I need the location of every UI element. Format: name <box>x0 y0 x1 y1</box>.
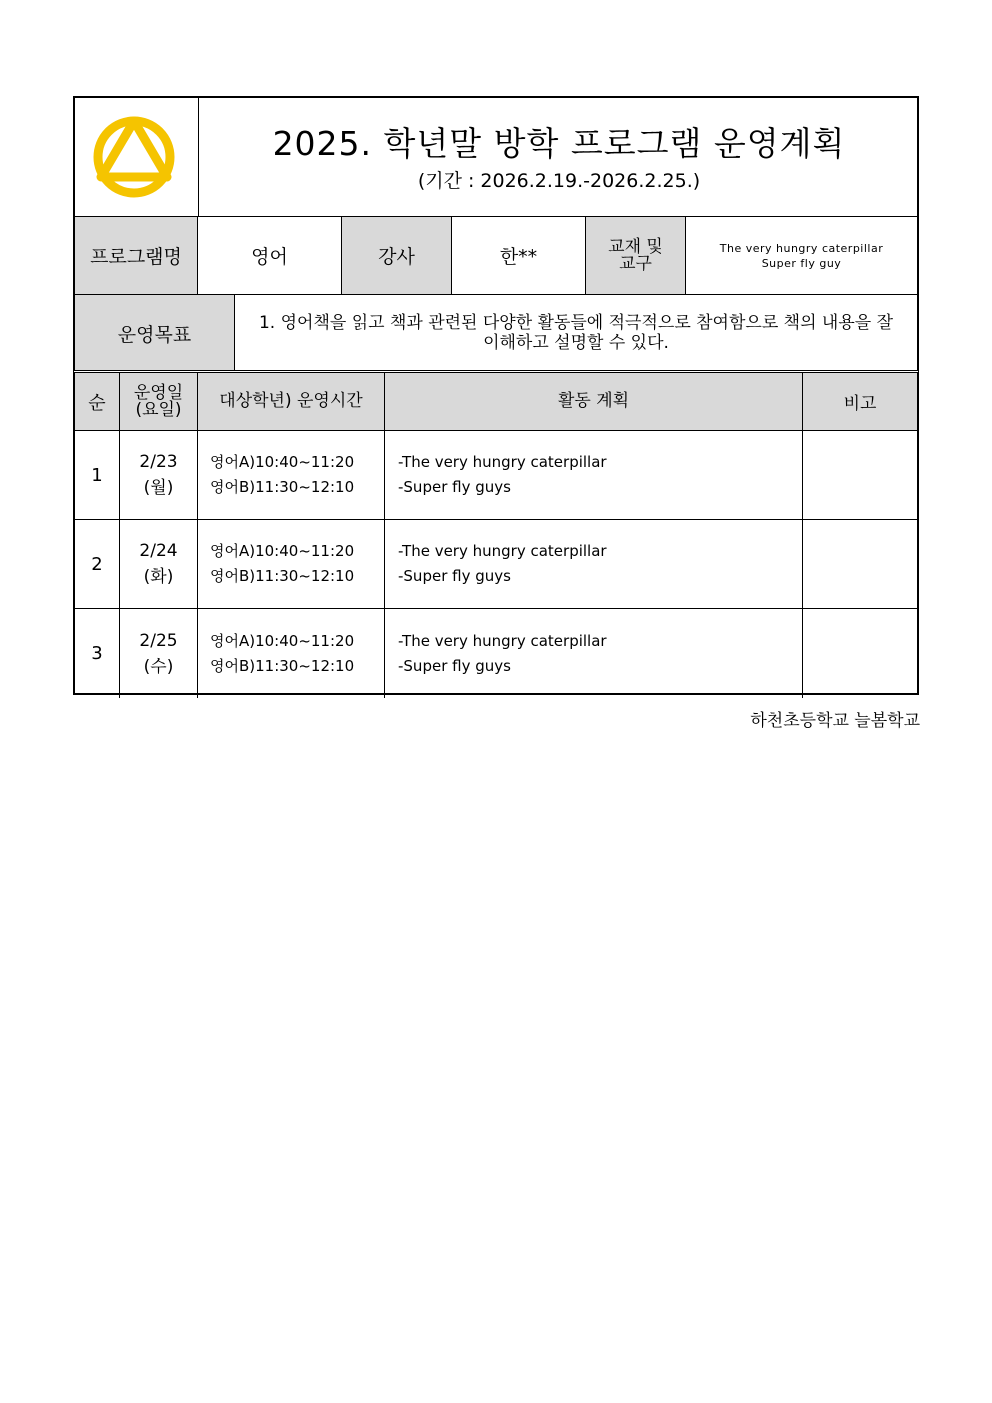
school-emblem-icon <box>91 115 179 199</box>
table-row <box>75 520 917 609</box>
row-date-value: 2/25 <box>139 630 178 651</box>
materials-label-line2: 교구 <box>619 253 652 274</box>
schedule-table <box>73 370 919 695</box>
row-time-b: 영어B)11:30~12:10 <box>210 567 355 585</box>
row-date-value: 2/23 <box>139 452 178 472</box>
program-name-label: 프로그램명 <box>75 217 198 294</box>
row-time-a: 영어A)10:40~11:20 <box>210 631 355 650</box>
row-time-b: 영어B)11:30~12:10 <box>210 478 355 496</box>
row-time-b: 영어B)11:30~12:10 <box>210 656 355 675</box>
row-plan <box>385 609 803 698</box>
goal-label: 운영목표 <box>75 295 235 371</box>
row-plan-2: -Super fly guys <box>398 656 511 675</box>
table-header-row <box>75 373 917 431</box>
row-day-value: (화) <box>143 567 174 587</box>
materials-line1: The very hungry caterpillar <box>719 241 884 255</box>
row-plan-2: -Super fly guys <box>398 567 511 585</box>
row-no: 1 <box>75 431 120 519</box>
row-plan-1: -The very hungry caterpillar <box>398 453 607 471</box>
row-day-value: (수) <box>143 656 174 677</box>
materials-label-line1: 교재 및 <box>608 236 663 257</box>
header-no: 순 <box>75 373 120 430</box>
materials-line2: Super fly guy <box>761 256 842 270</box>
row-note <box>803 431 917 519</box>
period-text: (기간 : 2026.2.19.-2026.2.25.) <box>417 170 701 192</box>
header-time: 대상학년) 운영시간 <box>198 373 385 430</box>
row-time-a: 영어A)10:40~11:20 <box>210 542 355 560</box>
row-no: 2 <box>75 520 120 608</box>
header-date-line2: (요일) <box>135 399 182 420</box>
row-plan-1: -The very hungry caterpillar <box>398 631 607 650</box>
header-note: 비고 <box>803 373 917 430</box>
row-note <box>803 520 917 608</box>
table-row <box>75 431 917 520</box>
row-no: 3 <box>75 609 120 698</box>
row-day-value: (월) <box>143 478 174 498</box>
row-date <box>120 609 198 698</box>
page-title: 2025. 학년말 방학 프로그램 운영계획 <box>272 124 846 163</box>
goal-row <box>73 294 919 371</box>
header-date <box>120 373 198 430</box>
row-time-a: 영어A)10:40~11:20 <box>210 453 355 471</box>
program-name-value: 영어 <box>198 217 342 294</box>
materials-value <box>686 217 917 294</box>
table-row <box>75 609 917 698</box>
row-date <box>120 520 198 608</box>
footer-school-name: 하천초등학교 늘봄학교 <box>750 711 920 731</box>
goal-text: 1. 영어책을 읽고 책과 관련된 다양한 활동들에 적극적으로 참여함으로 책의 내용을 잘 이해하고 설명할 수 있다. <box>258 313 893 353</box>
row-plan <box>385 431 803 519</box>
row-plan-1: -The very hungry caterpillar <box>398 542 607 560</box>
header-plan: 활동 계획 <box>385 373 803 430</box>
row-date-value: 2/24 <box>139 541 178 561</box>
row-date <box>120 431 198 519</box>
instructor-label: 강사 <box>342 217 452 294</box>
row-time <box>198 431 385 519</box>
header-date-line1: 운영일 <box>133 382 184 403</box>
instructor-value: 한** <box>452 217 586 294</box>
program-info-row <box>73 216 919 294</box>
document-header <box>73 96 919 216</box>
logo-cell <box>75 98 199 216</box>
row-time <box>198 609 385 698</box>
row-plan-2: -Super fly guys <box>398 478 511 496</box>
materials-label <box>586 217 686 294</box>
row-note <box>803 609 917 698</box>
row-time <box>198 520 385 608</box>
row-plan <box>385 520 803 608</box>
